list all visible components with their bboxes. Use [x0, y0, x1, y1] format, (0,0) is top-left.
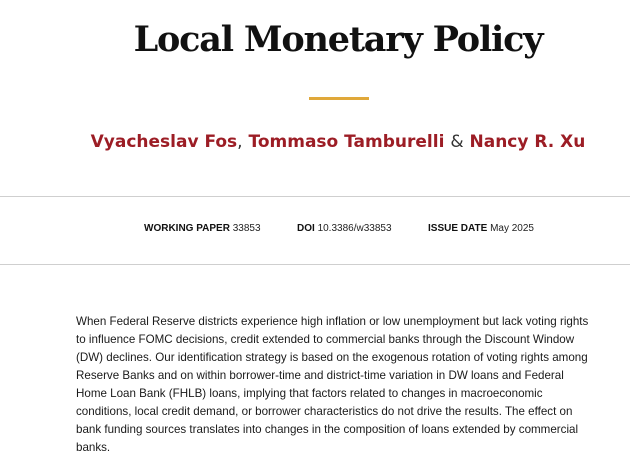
issue-date-value: May 2025 — [490, 223, 534, 234]
doi-value: 10.3386/w33853 — [317, 223, 392, 234]
author-link-vyacheslav-fos[interactable]: Vyacheslav Fos — [90, 132, 238, 152]
author-separator-comma: , — [237, 132, 243, 152]
doi-meta — [297, 222, 392, 236]
doi-label: DOI — [297, 223, 315, 234]
meta-top-divider — [0, 196, 630, 197]
working-paper-label: WORKING PAPER — [144, 223, 230, 234]
author-link-tommaso-tamburelli[interactable]: Tommaso Tamburelli — [248, 132, 445, 152]
working-paper-number: 33853 — [232, 223, 261, 234]
working-paper-meta — [144, 222, 261, 236]
issue-date-meta — [428, 222, 534, 236]
title-accent-divider — [309, 97, 369, 100]
author-link-nancy-xu[interactable]: Nancy R. Xu — [469, 132, 586, 152]
author-list — [0, 130, 630, 154]
issue-date-label: ISSUE DATE — [428, 223, 488, 234]
meta-bottom-divider — [0, 264, 630, 265]
paper-title: Local Monetary Policy — [133, 19, 543, 60]
abstract-text: When Federal Reserve districts experience high inflation or low unemployment but lack voting rights to influence FOMC decisions, credit extended to commercial banks through the Discount Window (DW) declines. Our identification strategy is based on the exogenous rotation of voting rights among Reserve Banks and on within borrower-time and district-time variation in DW loans and Federal Home Loan Bank (FHLB) loans, implying that factors related to changes in macroeconomic conditions, local credit demand, or borrower characteristics do not drive the results. The effect on bank funding sources translates into changes in the composition of loans extended by commercial banks. — [76, 315, 589, 454]
author-separator-ampersand: & — [450, 132, 464, 152]
